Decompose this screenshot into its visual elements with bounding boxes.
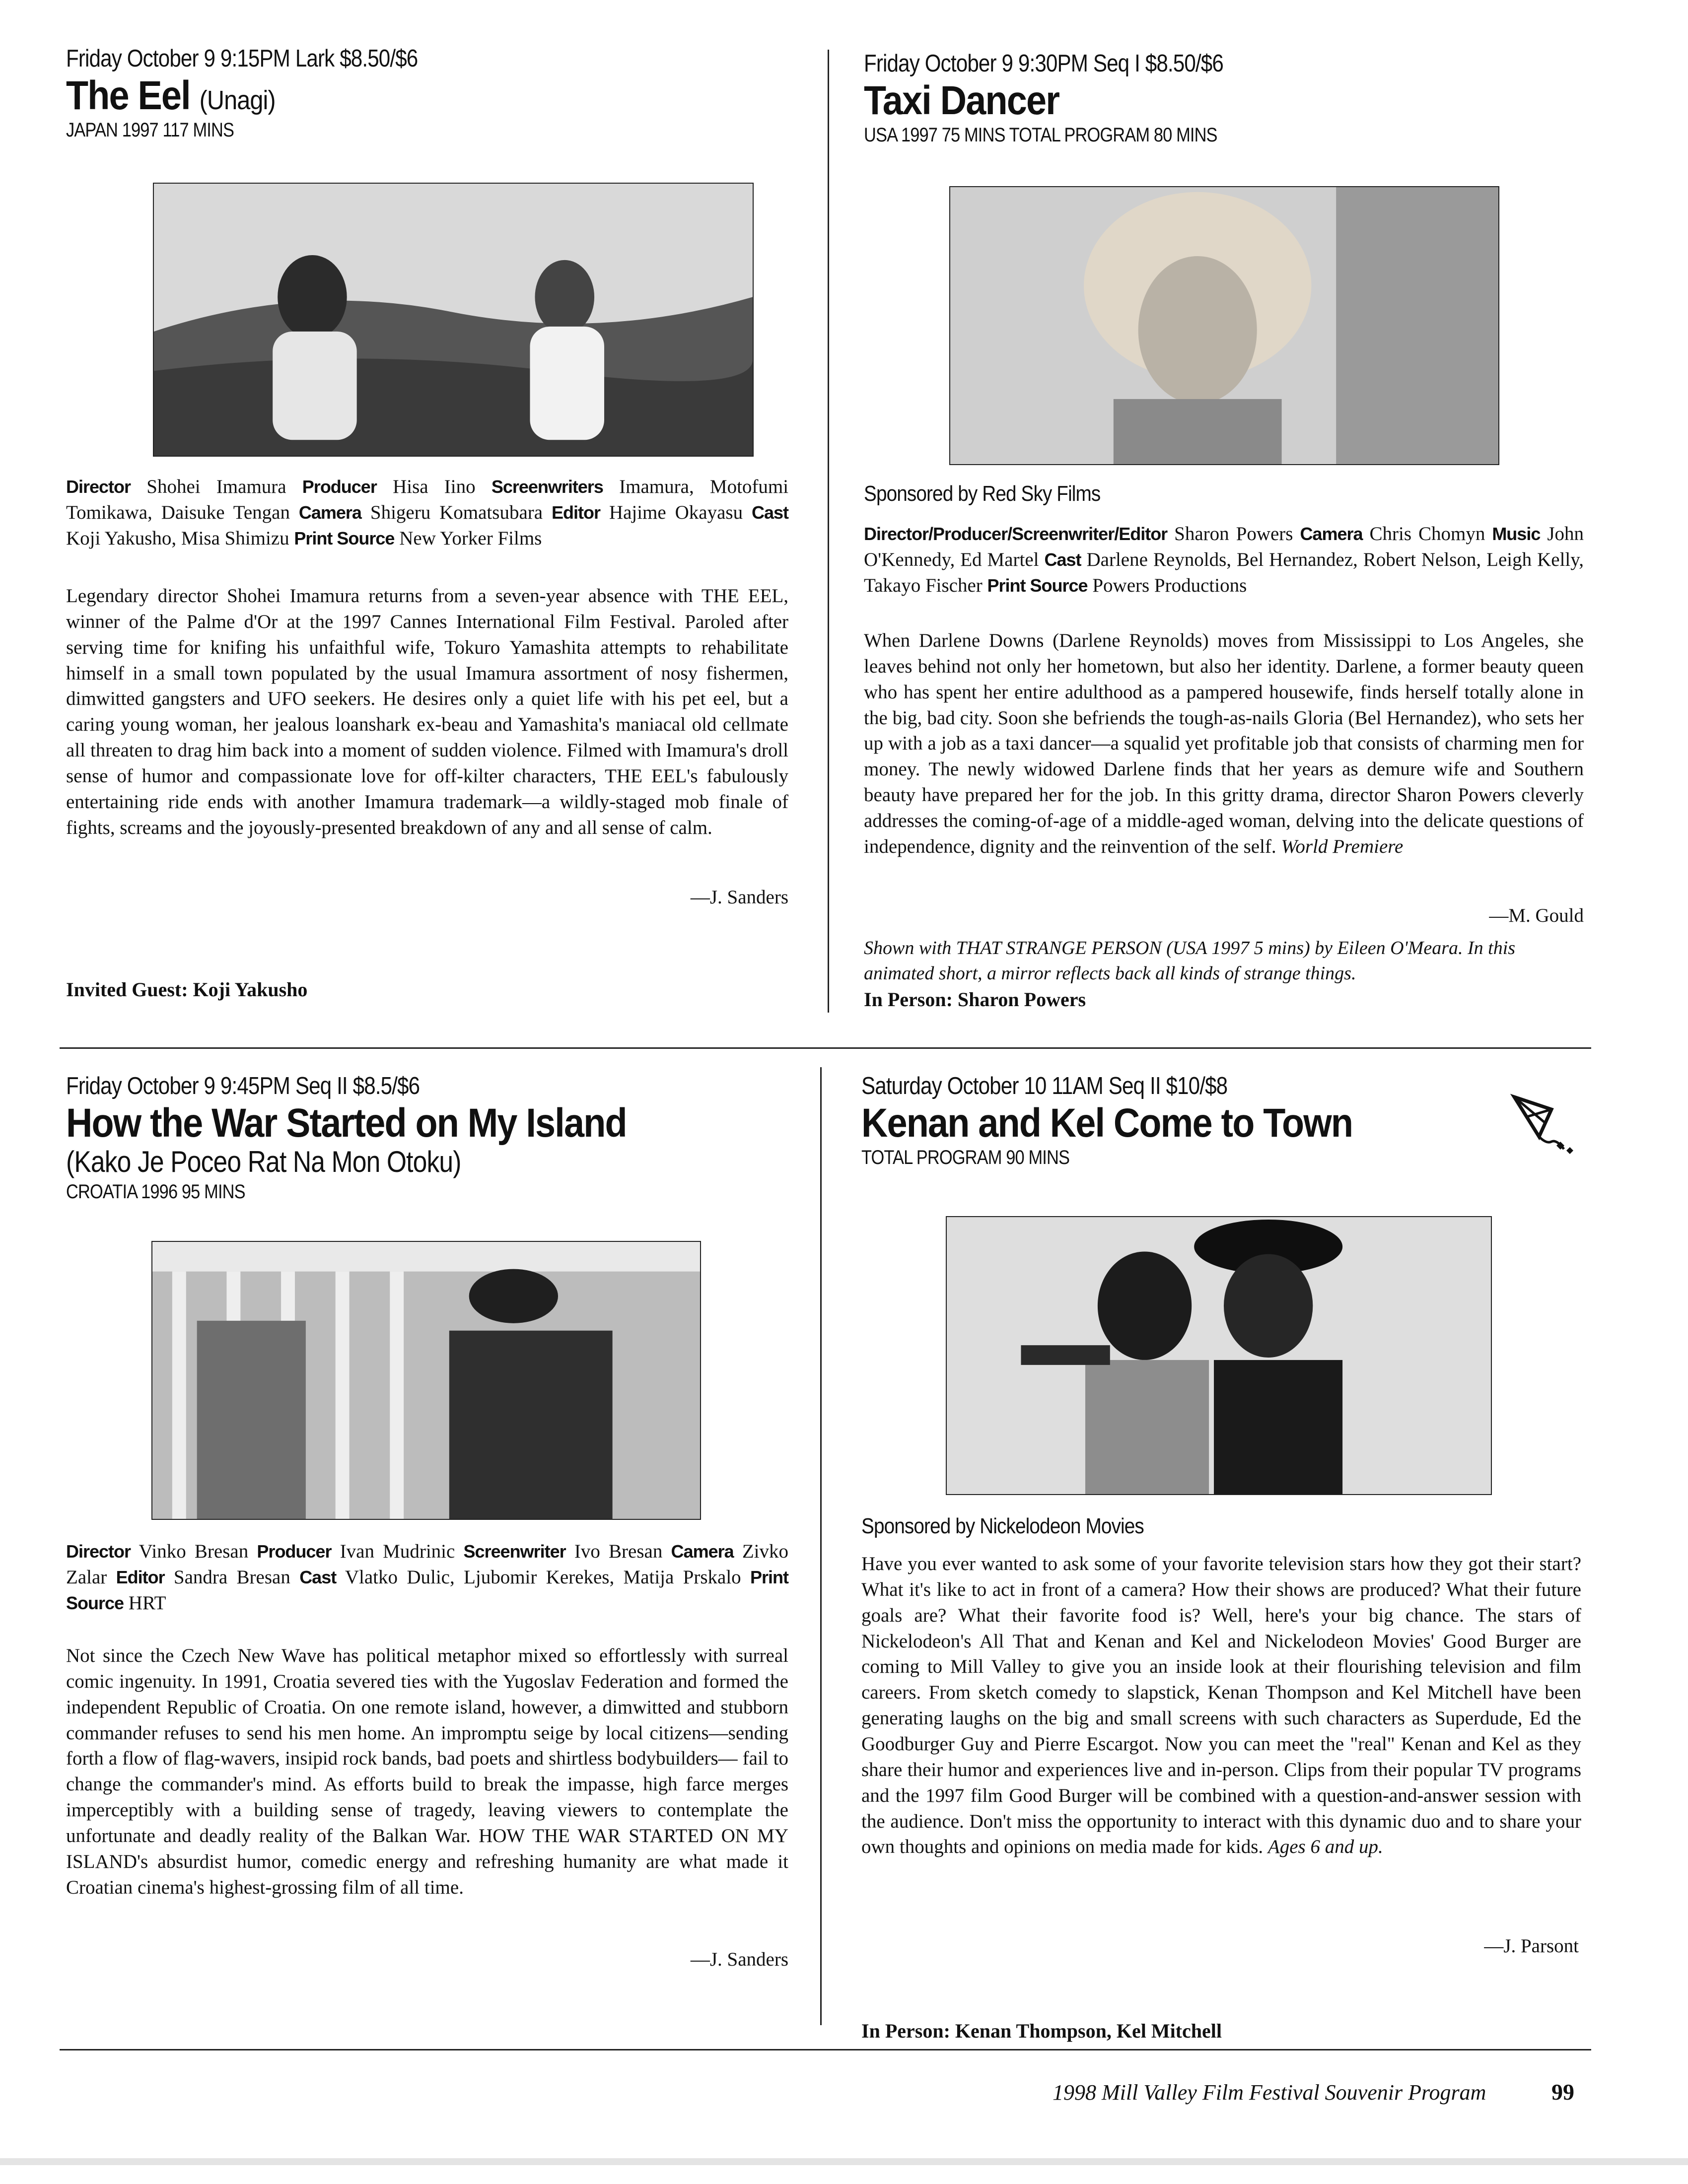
credit-role: Editor bbox=[551, 502, 600, 523]
kite-icon bbox=[1504, 1087, 1579, 1161]
credits-the-eel bbox=[66, 474, 788, 551]
invited-guest: Invited Guest: Koji Yakusho bbox=[66, 978, 308, 1001]
film-title: Taxi Dancer bbox=[864, 78, 1059, 124]
credit-names: Vlatko Dulic, Ljubomir Kerekes, Matija Prskalo bbox=[345, 1566, 741, 1588]
film-meta: USA 1997 75 MINS TOTAL PROGRAM 80 MINS bbox=[864, 124, 1217, 146]
film-title bbox=[66, 74, 434, 117]
synopsis-text: Have you ever wanted to ask some of your favorite television stars how they got their start? What it's like to act in front of a camera? How their shows are produced? What their future goals are? What their favorite food is? Well, here's your big chance. The stars of Nickelodeon's All That and Kenan and Kel and Nickelodeon Movies' Good Burger are coming to Mill Valley to give you an inside look at their flourishing television and film careers. From sketch comedy to slapstick, Kenan Thompson and Kel Mitchell have been generating laughs on the big and small screens with such characters as Superdude, Ed the Goodburger Guy and Pierre Escargot. Now you can meet the "real" Kenan and Kel as they share their humor and experiences live and in-person. Clips from their popular TV programs and the 1997 film Good Burger will be combined with a question-and-answer session with the audience. Don't miss the opportunity to interact with this dynamic duo and to share your own thoughts and opinions on media made for kids. bbox=[861, 1553, 1581, 1858]
credit-names: Sharon Powers bbox=[1174, 523, 1293, 545]
credit-role: Screenwriters bbox=[491, 477, 603, 497]
column-divider bbox=[820, 1067, 822, 2025]
reviewer-signature: —J. Sanders bbox=[690, 1949, 788, 1970]
sponsor-line: Sponsored by Red Sky Films bbox=[864, 481, 1101, 506]
credit-role: Editor bbox=[116, 1567, 165, 1587]
film-entry-kenan-and-kel bbox=[861, 1072, 1407, 1169]
credit-names: Ivan Mudrinic bbox=[340, 1541, 455, 1562]
screening-info: Saturday October 10 11AM Seq II $10/$8 bbox=[861, 1073, 1228, 1099]
in-person-guest: In Person: Kenan Thompson, Kel Mitchell bbox=[861, 2020, 1222, 2042]
page-number: 99 bbox=[1551, 2079, 1574, 2105]
original-title: (Kako Je Poceo Rat Na Mon Otoku) bbox=[66, 1145, 461, 1179]
credit-role: Cast bbox=[752, 502, 789, 523]
credit-role: Print Source bbox=[294, 528, 395, 548]
film-still-the-eel bbox=[153, 183, 754, 457]
film-entry-the-eel bbox=[66, 45, 475, 142]
film-meta: TOTAL PROGRAM 90 MINS bbox=[861, 1147, 1070, 1169]
credit-role: Camera bbox=[1300, 524, 1363, 544]
footer-divider bbox=[60, 2049, 1591, 2050]
credit-names: Koji Yakusho, Misa Shimizu bbox=[66, 527, 289, 549]
credit-names: Shohei Imamura bbox=[146, 476, 286, 497]
credit-names: Chris Chomyn bbox=[1369, 523, 1485, 545]
film-title: Kenan and Kel Come to Town bbox=[861, 1100, 1353, 1146]
film-meta: JAPAN 1997 117 MINS bbox=[66, 119, 234, 141]
original-title: (Unagi) bbox=[199, 85, 276, 116]
synopsis-the-eel: Legendary director Shohei Imamura returns from a seven-year absence with THE EEL, winner of the Palme d'Or at the 1997 Cannes International Film Festival. Paroled after serving time for knifing his unfaithful wife, Tokuro Yamashita attempts to rehabilitate himself in a small town populated by the usual Imamura assortment of nosy fishermen, dimwitted gangsters and UFO seekers. He desires only a quiet life with his pet eel, but a caring young woman, her jealous loanshark ex-beau and Yamashita's maniacal old cellmate all threaten to drag him back into a moment of sudden violence. Filmed with Imamura's droll sense of humor and compassionate love for off-kilter characters, THE EEL's fabulously entertaining ride ends with another Imamura trademark—a wildly-staged mob finale of fights, screams and the joyously-presented breakdown of any and all sense of calm. bbox=[66, 585, 788, 838]
synopsis-how-the-war-started: Not since the Czech New Wave has political metaphor mixed so effortlessly with surreal comic ingenuity. In 1991, Croatia severed ties with the Yugoslav Federation and formed the independent Republic of Croatia. On one remote island, however, a dimwitted and stubborn commander refuses to send his men home. An impromptu seige by local citizens—sending forth a flow of flag-wavers, insipid rock bands, bad poets and shirtless bodybuilders— fail to change the commander's mind. As efforts build to break the impasse, high farce merges imperceptibly with a building sense of tragedy, leaving viewers to contemplate the unfortunate and deadly reality of the Balkan War. HOW THE WAR STARTED ON MY ISLAND's absurdist humor, comedic energy and refreshing humanity are what made it Croatian cinema's highest-grossing film of all time. bbox=[66, 1645, 788, 1898]
film-entry-how-the-war-started bbox=[66, 1072, 689, 1204]
synopsis-taxi-dancer bbox=[864, 628, 1584, 860]
credit-names: Powers Productions bbox=[1092, 574, 1247, 596]
screening-info: Friday October 9 9:15PM Lark $8.50/$6 bbox=[66, 45, 418, 72]
section-divider bbox=[60, 1047, 1591, 1049]
film-still-how-the-war-started bbox=[151, 1241, 701, 1520]
synopsis-kenan-and-kel bbox=[861, 1551, 1581, 1860]
credit-names: Shigeru Komatsubara bbox=[370, 501, 543, 523]
credit-names: Hajime Okayasu bbox=[609, 501, 743, 523]
film-entry-taxi-dancer bbox=[864, 50, 1282, 147]
credit-names: Hisa Iino bbox=[393, 476, 476, 497]
sponsor-line: Sponsored by Nickelodeon Movies bbox=[861, 1514, 1144, 1538]
credit-role: Director/Producer/Screenwriter/Editor bbox=[864, 524, 1168, 544]
credit-names: Vinko Bresan bbox=[139, 1541, 249, 1562]
reviewer-signature: —J. Sanders bbox=[690, 887, 788, 908]
credit-role: Cast bbox=[1044, 549, 1081, 570]
credit-names: John O'Kennedy, Ed Martel bbox=[864, 523, 1584, 570]
film-still-kenan-and-kel bbox=[946, 1216, 1492, 1495]
credit-names: Darlene Reynolds, Bel Hernandez, Robert Nelson, Leigh Kelly, Takayo Fischer bbox=[864, 548, 1584, 596]
column-divider bbox=[828, 50, 829, 1013]
credits-how-the-war-started bbox=[66, 1539, 788, 1616]
age-tag: Ages 6 and up. bbox=[1267, 1836, 1383, 1858]
synopsis-text: When Darlene Downs (Darlene Reynolds) moves from Mississippi to Los Angeles, she leaves behind not only her hometown, but also her identity. Darlene, a former beauty queen who has spent her entire adulthood as a pampered housewife, finds herself totally alone in the big, bad city. Soon she befriends the tough-as-nails Gloria (Bel Hernandez), who sets her up with a job as a taxi dancer—a squalid yet profitable job that consists of charming men for money. The newly widowed Darlene finds that her years as demure wife and Southern beauty have prepared her for the job. In this gritty drama, director Sharon Powers cleverly addresses the coming-of-age of a middle-aged woman, delving into the delicate questions of independence, dignity and the reinvention of the self. bbox=[864, 630, 1584, 857]
credit-names: Imamura, Motofumi Tomikawa, Daisuke Tengan bbox=[66, 476, 789, 523]
credit-names: Sandra Bresan bbox=[173, 1566, 290, 1588]
credit-names: Ivo Bresan bbox=[574, 1541, 663, 1562]
credit-names: Zivko Zalar bbox=[66, 1541, 789, 1588]
credits-taxi-dancer bbox=[864, 521, 1584, 599]
credit-role: Music bbox=[1492, 524, 1541, 544]
scan-edge bbox=[0, 2158, 1688, 2165]
film-title: How the War Started on My Island bbox=[66, 1100, 627, 1146]
credit-role: Print Source bbox=[66, 1567, 788, 1613]
credit-role: Cast bbox=[299, 1567, 337, 1587]
credit-role: Print Source bbox=[987, 575, 1088, 596]
credit-role: Screenwriter bbox=[463, 1541, 566, 1562]
credit-names: HRT bbox=[128, 1592, 166, 1614]
short-film-note: Shown with THAT STRANGE PERSON (USA 1997 5 mins) by Eileen O'Meara. In this animated short, a mirror reflects back all kinds of strange things. bbox=[864, 938, 1516, 984]
credit-role: Director bbox=[66, 477, 131, 497]
credit-role: Producer bbox=[302, 477, 377, 497]
credit-role: Camera bbox=[671, 1541, 734, 1562]
premiere-tag: World Premiere bbox=[1281, 835, 1404, 857]
film-title-text: The Eel bbox=[66, 73, 190, 119]
film-meta: CROATIA 1996 95 MINS bbox=[66, 1181, 245, 1203]
credit-role: Producer bbox=[257, 1541, 332, 1562]
credit-role: Camera bbox=[298, 502, 361, 523]
credit-role: Director bbox=[66, 1541, 131, 1562]
screening-info: Friday October 9 9:30PM Seq I $8.50/$6 bbox=[864, 50, 1223, 77]
reviewer-signature: —J. Parsont bbox=[1484, 1935, 1579, 1957]
footer-text: 1998 Mill Valley Film Festival Souvenir Program bbox=[1053, 2080, 1486, 2105]
credit-names: New Yorker Films bbox=[399, 527, 542, 549]
in-person-guest: In Person: Sharon Powers bbox=[864, 988, 1086, 1011]
reviewer-signature: —M. Gould bbox=[1489, 905, 1584, 926]
screening-info: Friday October 9 9:45PM Seq II $8.5/$6 bbox=[66, 1073, 420, 1099]
film-still-taxi-dancer bbox=[949, 186, 1499, 465]
